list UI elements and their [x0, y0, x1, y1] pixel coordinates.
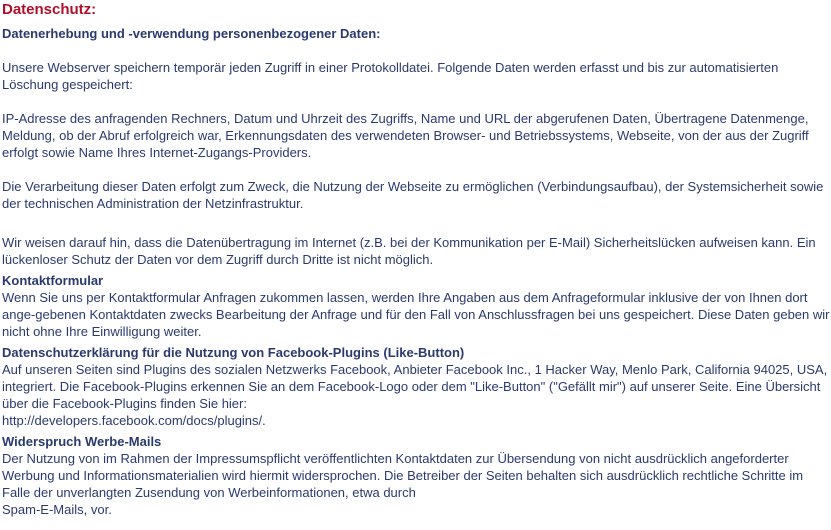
paragraph-ad-mail-objection: Der Nutzung von im Rahmen der Impressumspflicht veröffentlichten Kontaktdaten zur Übersendung von nicht ausdrücklich angeforderter Werbung und Informationsmaterialien wird hiermit widersprochen. Die Betreiber der Seiten behalten sich ausdrücklich rechtliche Schritte im Falle der unverlangten Zusendung von Werbeinformationen, etwa durch: [2, 451, 804, 500]
paragraph-ad-mail-objection-end: Spam-E-Mails, vor.: [2, 502, 112, 517]
paragraph-collected-data: IP-Adresse des anfragenden Rechners, Datum und Uhrzeit des Zugriffs, Name und URL der abgerufenen Daten, Übertragene Datenmenge, Meldung, ob der Abruf erfolgreich war, Erkennungsdaten des verwendeten Browser- und Betriebssystems, Webseite, von der aus der Zugriff erfolgt sowie Name Ihres Internet-Zugangs-Providers.: [2, 111, 809, 160]
paragraph-webserver-logging: Unsere Webserver speichern temporär jeden Zugriff in einer Protokolldatei. Folgende Daten werden erfasst und bis zur automatisierten Löschung gespeichert:: [2, 60, 779, 92]
section-facebook-plugins: [2, 344, 831, 429]
spacer: [2, 212, 831, 234]
section-heading-ad-mail-objection: Widerspruch Werbe-Mails: [2, 434, 162, 449]
section-heading-contact-form: Kontaktformular: [2, 273, 104, 288]
paragraph-security-notice: Wir weisen darauf hin, dass die Datenübertragung im Internet (z.B. bei der Kommunikation per E-Mail) Sicherheitslücken aufweisen kann. Ein lückenloser Schutz der Daten vor dem Zugriff durch Dritte ist nicht möglich.: [2, 235, 816, 267]
section-contact-form: [2, 272, 831, 340]
spacer: [2, 42, 831, 59]
page-title: Datenschutz:: [2, 1, 97, 18]
section-heading-facebook-plugins: Datenschutzerklärung für die Nutzung von Facebook-Plugins (Like-Button): [2, 345, 465, 360]
paragraph-processing-purpose: Die Verarbeitung dieser Daten erfolgt zum Zweck, die Nutzung der Webseite zu ermöglichen (Verbindungsaufbau), der Systemsicherheit sowie der technischen Administration der Netzinfrastruktur.: [2, 179, 824, 211]
paragraph-contact-form: Wenn Sie uns per Kontaktformular Anfragen zukommen lassen, werden Ihre Angaben aus dem Anfrageformular inklusive der von Ihnen dort ange-gebenen Kontaktdaten zwecks Bearbeitung der Anfrage und für den Fall von Anschlussfragen bei uns gespeichert. Diese Daten geben wir nicht ohne Ihre Einwilligung weiter.: [2, 290, 830, 339]
section-ad-mail-objection: [2, 433, 831, 518]
spacer: [2, 93, 831, 110]
section-data-collection: [2, 25, 831, 268]
privacy-page: [0, 1, 831, 530]
spacer: [2, 161, 831, 178]
facebook-plugins-url: http://developers.facebook.com/docs/plugins/.: [2, 413, 266, 428]
section-heading-data-collection: Datenerhebung und -verwendung personenbezogener Daten:: [2, 26, 381, 41]
paragraph-facebook-plugins: Auf unseren Seiten sind Plugins des sozialen Netzwerks Facebook, Anbieter Facebook Inc., 1 Hacker Way, Menlo Park, California 94025, USA, integriert. Die Facebook-Plugins erkennen Sie an dem Facebook-Logo oder dem "Like-Button" ("Gefällt mir") auf unserer Seite. Eine Übersicht über die Facebook-Plugins finden Sie hier:: [2, 362, 828, 411]
